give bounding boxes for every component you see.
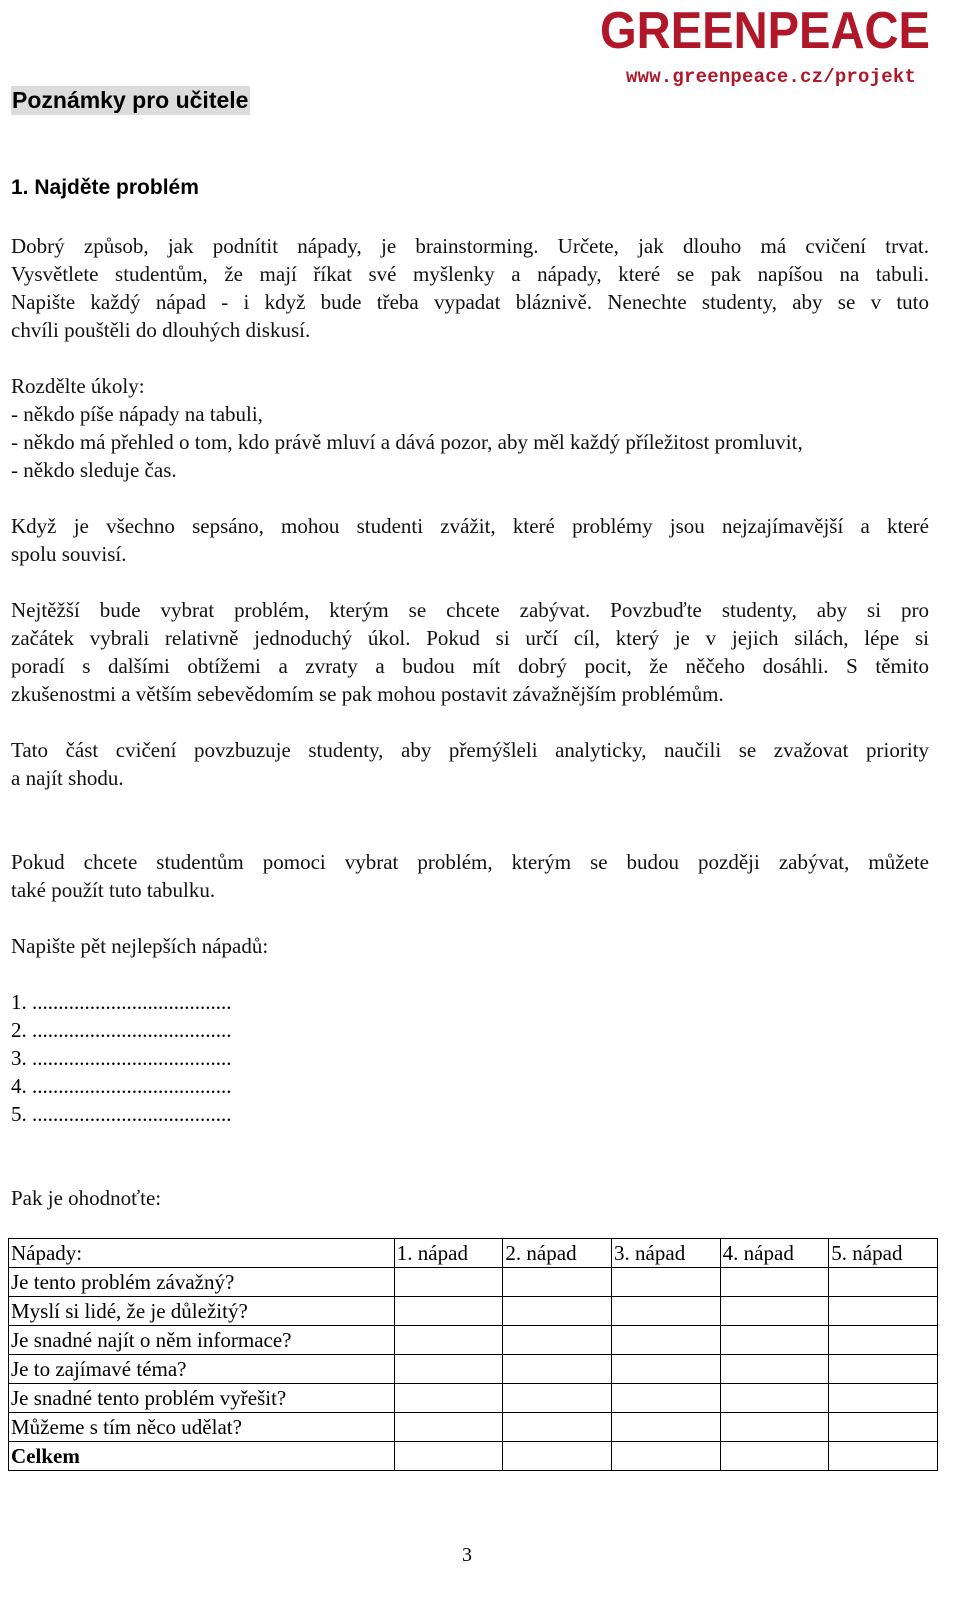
column-header: 5. nápad xyxy=(829,1239,938,1268)
paragraph-consider xyxy=(11,512,929,568)
text-line: spolu souvisí. xyxy=(11,542,127,566)
score-cell[interactable] xyxy=(612,1326,721,1355)
ideas-prompt: Napište pět nejlepších nápadů: xyxy=(11,934,269,958)
column-header: 2. nápad xyxy=(503,1239,612,1268)
score-cell[interactable] xyxy=(394,1384,503,1413)
table-row xyxy=(9,1297,938,1326)
text-line: začátek vybrali relativně jednoduchý úkol. Pokud si určí cíl, který je v jejich silách, lépe si xyxy=(11,626,929,650)
text-line: Napište každý nápad - i když bude třeba vypadat bláznivě. Nenechte studenty, aby se v tuto xyxy=(11,290,929,314)
criterion-label: Můžeme s tím něco udělat? xyxy=(9,1413,395,1442)
score-cell[interactable] xyxy=(829,1355,938,1384)
score-cell[interactable] xyxy=(829,1326,938,1355)
score-cell[interactable] xyxy=(394,1413,503,1442)
task-item: - někdo sleduje čas. xyxy=(11,458,177,482)
score-cell[interactable] xyxy=(829,1297,938,1326)
total-cell[interactable] xyxy=(503,1442,612,1471)
criterion-label: Je to zajímavé téma? xyxy=(9,1355,395,1384)
column-header: 4. nápad xyxy=(720,1239,829,1268)
text-line: chvíli pouštěli do dlouhých diskusí. xyxy=(11,318,311,342)
task-item: - někdo má přehled o tom, kdo právě mluví a dává pozor, aby měl každý příležitost promluvit, xyxy=(11,430,803,454)
score-cell[interactable] xyxy=(503,1297,612,1326)
score-cell[interactable] xyxy=(829,1268,938,1297)
text-line: Vysvětlete studentům, že mají říkat své myšlenky a nápady, které se pak napíšou na tabuli. xyxy=(11,262,929,286)
text-line: Nejtěžší bude vybrat problém, kterým se chcete zabývat. Povzbuďte studenty, aby si pro xyxy=(11,598,929,622)
score-cell[interactable] xyxy=(503,1413,612,1442)
rating-table xyxy=(8,1238,938,1471)
greenpeace-logo xyxy=(598,2,934,56)
task-list xyxy=(11,372,929,484)
total-cell[interactable] xyxy=(394,1442,503,1471)
score-cell[interactable] xyxy=(503,1384,612,1413)
total-cell[interactable] xyxy=(612,1442,721,1471)
score-cell[interactable] xyxy=(612,1384,721,1413)
text-line: a najít shodu. xyxy=(11,766,124,790)
paragraph-choose-problem xyxy=(11,596,929,708)
table-row xyxy=(9,1355,938,1384)
score-cell[interactable] xyxy=(720,1326,829,1355)
text-line: Když je všechno sepsáno, mohou studenti zvážit, které problémy jsou nejzajímavější a které xyxy=(11,514,929,538)
score-cell[interactable] xyxy=(503,1355,612,1384)
evaluate-prompt: Pak je ohodnoťte: xyxy=(11,1186,162,1210)
paragraph-table-intro xyxy=(11,848,929,904)
column-header: 3. nápad xyxy=(612,1239,721,1268)
page-title: Poznámky pro učitele xyxy=(12,87,249,113)
paragraph-analytics xyxy=(11,736,929,792)
idea-line: 4. ...................................... xyxy=(11,1074,232,1098)
score-cell[interactable] xyxy=(612,1297,721,1326)
score-cell[interactable] xyxy=(394,1268,503,1297)
criterion-label: Je snadné najít o něm informace? xyxy=(9,1326,395,1355)
idea-line: 1. ...................................... xyxy=(11,990,232,1014)
total-label: Celkem xyxy=(9,1442,395,1471)
score-cell[interactable] xyxy=(720,1297,829,1326)
logo-url[interactable]: www.greenpeace.cz/projekt xyxy=(626,66,917,88)
score-cell[interactable] xyxy=(394,1355,503,1384)
logo-text: GREENPEACE xyxy=(600,2,930,56)
text-line: poradí s dalšími obtížemi a zvraty a budou mít dobrý pocit, že něčeho dosáhli. S těmito xyxy=(11,654,929,678)
score-cell[interactable] xyxy=(612,1413,721,1442)
table-row xyxy=(9,1413,938,1442)
task-item: - někdo píše nápady na tabuli, xyxy=(11,402,263,426)
text-line: zkušenostmi a větším sebevědomím se pak mohou postavit závažnějším problémům. xyxy=(11,682,724,706)
text-line: také použít tuto tabulku. xyxy=(11,878,216,902)
idea-line: 5. ...................................... xyxy=(11,1102,232,1126)
score-cell[interactable] xyxy=(503,1326,612,1355)
header-label: Nápady: xyxy=(9,1239,395,1268)
paragraph-brainstorming xyxy=(11,232,929,344)
column-header: 1. nápad xyxy=(394,1239,503,1268)
total-cell[interactable] xyxy=(829,1442,938,1471)
score-cell[interactable] xyxy=(503,1268,612,1297)
score-cell[interactable] xyxy=(394,1326,503,1355)
table-row xyxy=(9,1384,938,1413)
score-cell[interactable] xyxy=(720,1355,829,1384)
criterion-label: Je snadné tento problém vyřešit? xyxy=(9,1384,395,1413)
score-cell[interactable] xyxy=(720,1413,829,1442)
page-number: 3 xyxy=(462,1544,472,1566)
score-cell[interactable] xyxy=(720,1268,829,1297)
total-cell[interactable] xyxy=(720,1442,829,1471)
score-cell[interactable] xyxy=(612,1355,721,1384)
ideas-list xyxy=(11,988,232,1128)
score-cell[interactable] xyxy=(720,1384,829,1413)
text-line: Tato část cvičení povzbuzuje studenty, aby přemýšleli analyticky, naučili se zvažovat priority xyxy=(11,738,929,762)
score-cell[interactable] xyxy=(829,1413,938,1442)
idea-line: 2. ...................................... xyxy=(11,1018,232,1042)
text-line: Dobrý způsob, jak podnítit nápady, je brainstorming. Určete, jak dlouho má cvičení trvat. xyxy=(11,234,929,258)
score-cell[interactable] xyxy=(394,1297,503,1326)
table-row xyxy=(9,1268,938,1297)
text-line: Pokud chcete studentům pomoci vybrat problém, kterým se budou později zabývat, můžete xyxy=(11,850,929,874)
table-header-row xyxy=(9,1239,938,1268)
score-cell[interactable] xyxy=(829,1384,938,1413)
task-heading: Rozdělte úkoly: xyxy=(11,374,145,398)
criterion-label: Myslí si lidé, že je důležitý? xyxy=(9,1297,395,1326)
table-total-row xyxy=(9,1442,938,1471)
criterion-label: Je tento problém závažný? xyxy=(9,1268,395,1297)
idea-line: 3. ...................................... xyxy=(11,1046,232,1070)
table-row xyxy=(9,1326,938,1355)
section-title: 1. Najděte problém xyxy=(11,176,199,199)
score-cell[interactable] xyxy=(612,1268,721,1297)
